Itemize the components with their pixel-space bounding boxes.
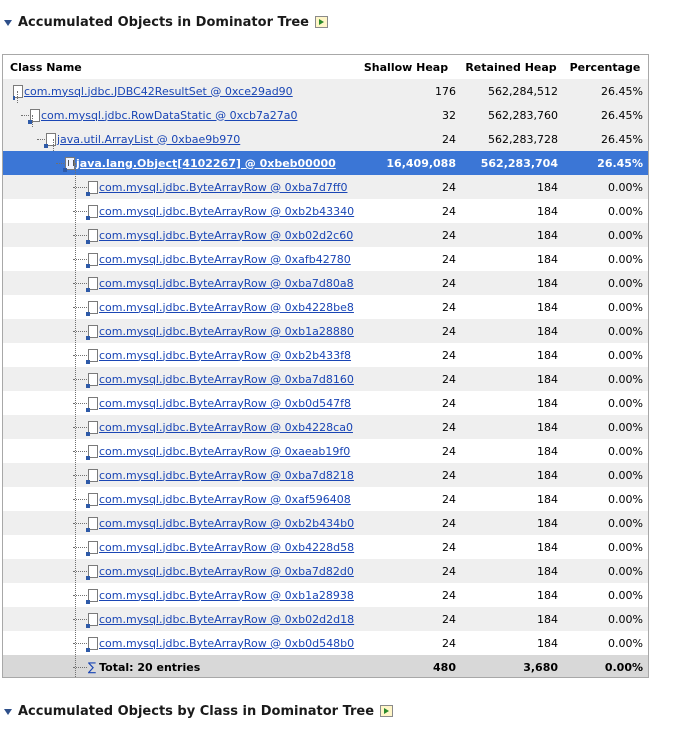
object-link[interactable]: com.mysql.jdbc.JDBC42ResultSet @ 0xce29ad90 (24, 84, 293, 98)
percentage-cell: 0.00% (608, 348, 643, 362)
open-in-editor-icon[interactable] (315, 16, 328, 28)
table-row[interactable] (3, 367, 648, 391)
table-row[interactable] (3, 199, 648, 223)
tree-row[interactable] (3, 79, 648, 103)
tree-guide-line (75, 163, 76, 678)
retained-heap-cell: 562,283,760 (488, 108, 558, 122)
total-label: Total: 20 entries (99, 660, 201, 674)
retained-heap-cell: 184 (537, 636, 558, 650)
object-instance-icon (88, 613, 98, 626)
retained-heap-cell: 184 (537, 204, 558, 218)
table-row[interactable] (3, 583, 648, 607)
tree-connector (56, 163, 64, 164)
percentage-cell: 0.00% (608, 396, 643, 410)
percentage-cell: 0.00% (608, 300, 643, 314)
dominator-tree-table (2, 54, 649, 678)
shallow-heap-cell: 24 (442, 420, 456, 434)
percentage-cell: 0.00% (608, 372, 643, 386)
shallow-heap-cell: 24 (442, 612, 456, 626)
percentage-cell: 0.00% (608, 516, 643, 530)
object-link[interactable]: java.lang.Object[4102267] @ 0xbeb00000 (76, 156, 336, 170)
table-row[interactable] (3, 175, 648, 199)
table-row[interactable] (3, 319, 648, 343)
object-instance-icon (88, 541, 98, 554)
percentage-cell: 0.00% (608, 540, 643, 554)
object-instance-icon (88, 181, 98, 194)
retained-heap-cell: 184 (537, 588, 558, 602)
shallow-heap-cell: 24 (442, 444, 456, 458)
object-instance-icon (88, 229, 98, 242)
open-in-editor-icon[interactable] (380, 705, 393, 717)
percentage-cell: 0.00% (608, 468, 643, 482)
percentage-cell: 0.00% (608, 564, 643, 578)
table-row[interactable] (3, 631, 648, 655)
shallow-heap-cell: 24 (442, 540, 456, 554)
table-body (3, 79, 648, 678)
shallow-heap-cell: 24 (442, 180, 456, 194)
object-instance-icon (88, 373, 98, 386)
table-row[interactable] (3, 511, 648, 535)
shallow-heap-cell: 24 (442, 372, 456, 386)
percentage-cell: 0.00% (608, 420, 643, 434)
object-link[interactable]: com.mysql.jdbc.ByteArrayRow @ 0xba7d7ff0 (99, 180, 348, 194)
percentage-cell: 0.00% (604, 660, 643, 674)
object-link[interactable]: com.mysql.jdbc.ByteArrayRow @ 0xaeab19f0 (99, 444, 351, 458)
retained-heap-cell: 184 (537, 180, 558, 194)
table-row[interactable] (3, 439, 648, 463)
shallow-heap-cell: 32 (442, 108, 456, 122)
total-row[interactable] (3, 655, 648, 678)
object-instance-icon (88, 469, 98, 482)
shallow-heap-cell: 24 (442, 300, 456, 314)
retained-heap-cell: 562,284,512 (488, 84, 558, 98)
shallow-heap-cell: 16,409,088 (386, 156, 456, 170)
object-instance-icon (88, 277, 98, 290)
section-header-by-class[interactable] (4, 702, 393, 720)
section-title: Accumulated Objects in Dominator Tree (18, 14, 309, 30)
object-link[interactable]: com.mysql.jdbc.ByteArrayRow @ 0xb02d2c60 (99, 228, 354, 242)
shallow-heap-cell: 24 (442, 204, 456, 218)
object-link[interactable]: com.mysql.jdbc.ByteArrayRow @ 0xaf596408 (99, 492, 351, 506)
shallow-heap-cell: 24 (442, 132, 456, 146)
class-name-cell (13, 79, 368, 103)
percentage-cell: 0.00% (608, 276, 643, 290)
collapse-arrow-icon[interactable] (4, 709, 12, 715)
table-row[interactable] (3, 247, 648, 271)
object-instance-icon (46, 133, 56, 146)
retained-heap-cell: 184 (537, 276, 558, 290)
retained-heap-cell: 184 (537, 396, 558, 410)
retained-heap-cell: 184 (537, 348, 558, 362)
retained-heap-cell: 562,283,728 (488, 132, 558, 146)
retained-heap-cell: 184 (537, 228, 558, 242)
table-row[interactable] (3, 463, 648, 487)
shallow-heap-cell: 24 (442, 276, 456, 290)
table-row[interactable] (3, 487, 648, 511)
retained-heap-cell: 184 (537, 444, 558, 458)
table-row[interactable] (3, 535, 648, 559)
shallow-heap-cell: 24 (442, 636, 456, 650)
shallow-heap-cell: 24 (442, 468, 456, 482)
shallow-heap-cell: 24 (442, 252, 456, 266)
object-instance-icon (88, 397, 98, 410)
shallow-heap-cell: 24 (442, 348, 456, 362)
table-row[interactable] (3, 343, 648, 367)
column-header-percentage[interactable]: Percentage (569, 60, 641, 74)
percentage-cell: 0.00% (608, 252, 643, 266)
class-name-cell (21, 103, 376, 127)
object-link[interactable]: com.mysql.jdbc.ByteArrayRow @ 0xb0d548b0 (99, 636, 355, 650)
shallow-heap-cell: 24 (442, 324, 456, 338)
class-name-cell (37, 127, 392, 151)
shallow-heap-cell: 24 (442, 396, 456, 410)
percentage-cell: 0.00% (608, 204, 643, 218)
object-link[interactable]: com.mysql.jdbc.ByteArrayRow @ 0xb02d2d18 (99, 612, 355, 626)
object-link[interactable]: java.util.ArrayList @ 0xbae9b970 (57, 132, 241, 146)
tree-guide-line (17, 91, 18, 103)
percentage-cell: 0.00% (608, 588, 643, 602)
tree-connector (37, 139, 45, 140)
object-link[interactable]: com.mysql.jdbc.ByteArrayRow @ 0xb1a28880 (99, 324, 354, 338)
object-instance-icon (88, 637, 98, 650)
object-link[interactable]: com.mysql.jdbc.ByteArrayRow @ 0xb2b434b0 (99, 516, 355, 530)
object-link[interactable]: com.mysql.jdbc.ByteArrayRow @ 0xba7d8218 (99, 468, 354, 482)
object-link[interactable]: com.mysql.jdbc.ByteArrayRow @ 0xb2b43340 (99, 204, 355, 218)
object-link[interactable]: com.mysql.jdbc.ByteArrayRow @ 0xb1a28938 (99, 588, 354, 602)
object-instance-icon (88, 349, 98, 362)
object-instance-icon (13, 85, 23, 98)
retained-heap-cell: 184 (537, 540, 558, 554)
retained-heap-cell: 184 (537, 420, 558, 434)
object-link[interactable]: com.mysql.jdbc.ByteArrayRow @ 0xba7d80a8 (99, 276, 354, 290)
retained-heap-cell: 184 (537, 252, 558, 266)
retained-heap-cell: 184 (537, 564, 558, 578)
retained-heap-cell: 184 (537, 300, 558, 314)
section-header-dominator-tree[interactable] (4, 13, 328, 31)
table-row[interactable] (3, 271, 648, 295)
column-header-class-name[interactable]: Class Name (10, 60, 82, 74)
object-link[interactable]: com.mysql.jdbc.ByteArrayRow @ 0xafb42780 (99, 252, 351, 266)
retained-heap-cell: 184 (537, 492, 558, 506)
section-title: Accumulated Objects by Class in Dominator Tree (18, 703, 375, 719)
tree-guide-line (32, 115, 33, 127)
shallow-heap-cell: 24 (442, 516, 456, 530)
percentage-cell: 0.00% (608, 324, 643, 338)
table-row[interactable] (3, 559, 648, 583)
object-instance-icon (88, 301, 98, 314)
object-instance-icon (88, 445, 98, 458)
percentage-cell: 0.00% (608, 444, 643, 458)
table-row[interactable] (3, 295, 648, 319)
retained-heap-cell: 184 (537, 516, 558, 530)
sum-icon: ∑ (88, 660, 97, 674)
tree-row[interactable] (3, 127, 648, 151)
object-instance-icon (88, 421, 98, 434)
percentage-cell: 26.45% (601, 108, 643, 122)
column-header-shallow-heap[interactable]: Shallow Heap (363, 60, 449, 74)
object-link[interactable]: com.mysql.jdbc.ByteArrayRow @ 0xba7d82d0 (99, 564, 354, 578)
tree-row[interactable] (3, 151, 648, 175)
table-row[interactable] (3, 391, 648, 415)
table-header-row (3, 55, 648, 79)
percentage-cell: 0.00% (608, 228, 643, 242)
retained-heap-cell: 184 (537, 324, 558, 338)
percentage-cell: 26.45% (601, 132, 643, 146)
collapse-arrow-icon[interactable] (4, 20, 12, 26)
percentage-cell: 0.00% (608, 180, 643, 194)
percentage-cell: 26.45% (601, 84, 643, 98)
shallow-heap-cell: 176 (435, 84, 456, 98)
column-header-retained-heap[interactable]: Retained Heap (465, 60, 557, 74)
object-instance-icon (88, 565, 98, 578)
retained-heap-cell: 184 (537, 372, 558, 386)
object-link[interactable]: com.mysql.jdbc.ByteArrayRow @ 0xba7d8160 (99, 372, 354, 386)
object-instance-icon (88, 325, 98, 338)
table-row[interactable] (3, 223, 648, 247)
object-instance-icon (88, 493, 98, 506)
object-link[interactable]: com.mysql.jdbc.ByteArrayRow @ 0xb4228be8 (99, 300, 354, 314)
retained-heap-cell: 562,283,704 (480, 156, 558, 170)
tree-guide-line (53, 139, 54, 151)
object-link[interactable]: com.mysql.jdbc.RowDataStatic @ 0xcb7a27a0 (41, 108, 298, 122)
shallow-heap-cell: 24 (442, 588, 456, 602)
object-instance-icon (88, 517, 98, 530)
object-link[interactable]: com.mysql.jdbc.ByteArrayRow @ 0xb0d547f8 (99, 396, 352, 410)
table-row[interactable] (3, 607, 648, 631)
retained-heap-cell: 184 (537, 612, 558, 626)
shallow-heap-cell: 24 (442, 564, 456, 578)
object-link[interactable]: com.mysql.jdbc.ByteArrayRow @ 0xb2b433f8 (99, 348, 352, 362)
object-instance-icon (88, 205, 98, 218)
shallow-heap-cell: 480 (433, 660, 456, 674)
tree-connector (21, 115, 29, 116)
percentage-cell: 26.45% (597, 156, 643, 170)
object-instance-icon (88, 253, 98, 266)
array-object-icon (65, 157, 75, 170)
object-link[interactable]: com.mysql.jdbc.ByteArrayRow @ 0xb4228d58 (99, 540, 355, 554)
retained-heap-cell: 3,680 (523, 660, 558, 674)
shallow-heap-cell: 24 (442, 228, 456, 242)
object-instance-icon (88, 589, 98, 602)
percentage-cell: 0.00% (608, 636, 643, 650)
shallow-heap-cell: 24 (442, 492, 456, 506)
object-link[interactable]: com.mysql.jdbc.ByteArrayRow @ 0xb4228ca0 (99, 420, 353, 434)
percentage-cell: 0.00% (608, 612, 643, 626)
tree-row[interactable] (3, 103, 648, 127)
retained-heap-cell: 184 (537, 468, 558, 482)
table-row[interactable] (3, 415, 648, 439)
percentage-cell: 0.00% (608, 492, 643, 506)
